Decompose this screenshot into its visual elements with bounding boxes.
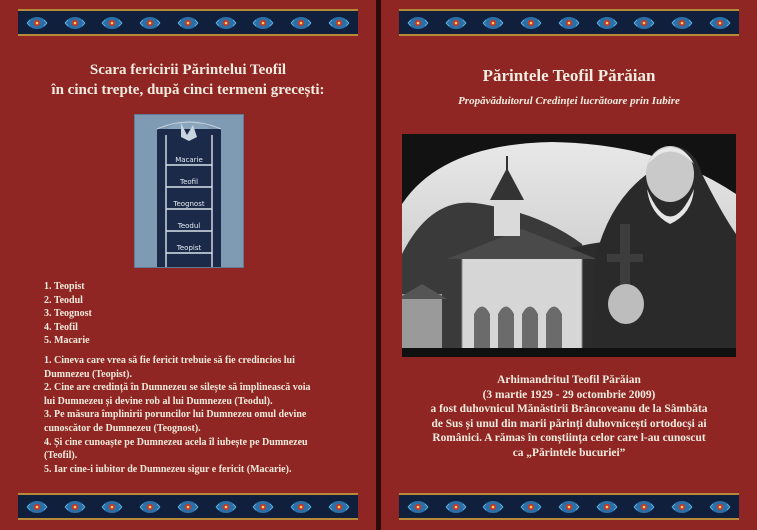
list-item: 1. Teopist xyxy=(44,281,85,292)
floral-ornament-icon xyxy=(407,15,429,31)
floral-ornament-icon xyxy=(482,15,504,31)
floral-ornament-icon xyxy=(290,15,312,31)
ornament-band-bottom xyxy=(399,493,739,520)
floral-ornament-icon xyxy=(558,15,580,31)
caption-line: Românici. A rămas în conștiința celor care l-au cunoscut xyxy=(432,432,706,445)
floral-ornament-icon xyxy=(671,15,693,31)
left-page xyxy=(0,0,376,530)
floral-ornament-icon xyxy=(558,499,580,515)
explanation-line: 4. Și cine cunoaște pe Dumnezeu acela îl iubește pe Dumnezeu xyxy=(44,436,308,448)
floral-ornament-icon xyxy=(407,499,429,515)
floral-ornament-icon xyxy=(215,499,237,515)
list-item: 4. Teofil xyxy=(44,321,78,333)
floral-ornament-icon xyxy=(445,15,467,31)
floral-ornament-icon xyxy=(596,499,618,515)
floral-ornament-icon xyxy=(671,499,693,515)
floral-ornament-icon xyxy=(290,499,312,515)
floral-ornament-icon xyxy=(252,15,274,31)
explanation-line: 1. Cineva care vrea să fie fericit trebuie să fie credincios lui xyxy=(44,355,295,366)
floral-ornament-icon xyxy=(26,499,48,515)
floral-ornament-icon xyxy=(445,499,467,515)
explanation-line: 5. Iar cine-i iubitor de Dumnezeu sigur e fericit (Macarie). xyxy=(44,463,292,475)
explanation-line: lui Dumnezeu și devine rob al lui Dumnezeu (Teodul). xyxy=(44,395,273,407)
floral-ornament-icon xyxy=(520,499,542,515)
floral-ornament-icon xyxy=(596,15,618,31)
caption-line: Arhimandritul Teofil Părăian xyxy=(497,374,641,386)
ladder-step-label: Teopist xyxy=(176,244,202,252)
ladder-step-label: Macarie xyxy=(175,156,203,164)
explanation-line: cunoscător de Dumnezeu (Teognost). xyxy=(44,422,201,434)
floral-ornament-icon xyxy=(633,15,655,31)
explanation-line: 2. Cine are credință în Dumnezeu se silește să împlinească voia xyxy=(44,382,311,394)
ladder-title xyxy=(0,60,376,100)
ladder-list xyxy=(44,280,92,348)
ladder-step-label: Teofil xyxy=(179,178,199,186)
page-subtitle: Propăvăduitorul Credinței lucrătoare prin Iubire xyxy=(458,95,680,107)
floral-ornament-icon xyxy=(482,499,504,515)
ladder-explanation xyxy=(44,354,344,476)
floral-ornament-icon xyxy=(633,499,655,515)
explanation-line: Dumnezeu (Teopist). xyxy=(44,368,132,380)
list-item: 2. Teodul xyxy=(44,294,83,306)
explanation-line: 3. Pe măsura împlinirii poruncilor lui Dumnezeu omul devine xyxy=(44,409,307,421)
floral-ornament-icon xyxy=(215,15,237,31)
page-title: Părintele Teofil Părăian xyxy=(482,66,656,85)
floral-ornament-icon xyxy=(709,499,731,515)
ornament-band-top xyxy=(399,9,739,36)
caption-line: ca „Părintele bucuriei” xyxy=(512,446,626,459)
floral-ornament-icon xyxy=(328,15,350,31)
explanation-line: (Teofil). xyxy=(44,450,78,462)
list-item: 3. Teognost xyxy=(44,308,92,320)
caption-line: de Sus și unul din marii părinți duhovnicești ortodocși ai xyxy=(431,417,707,430)
floral-ornament-icon xyxy=(26,15,48,31)
biography-caption xyxy=(389,373,749,461)
list-item: 5. Macarie xyxy=(44,335,90,347)
floral-ornament-icon xyxy=(177,15,199,31)
monastery-photo xyxy=(402,134,736,357)
floral-ornament-icon xyxy=(177,499,199,515)
caption-line: (3 martie 1929 - 29 octombrie 2009) xyxy=(482,388,656,401)
floral-ornament-icon xyxy=(64,499,86,515)
ladder-step-label: Teodul xyxy=(177,222,201,230)
floral-ornament-icon xyxy=(139,499,161,515)
ornament-band-top xyxy=(18,9,358,36)
ladder-step-label: Teognost xyxy=(173,200,205,208)
ornament-band-bottom xyxy=(18,493,358,520)
floral-ornament-icon xyxy=(709,15,731,31)
ladder-title-line2: în cinci trepte, după cinci termeni grecești: xyxy=(51,82,325,98)
floral-ornament-icon xyxy=(101,15,123,31)
floral-ornament-icon xyxy=(64,15,86,31)
floral-ornament-icon xyxy=(101,499,123,515)
floral-ornament-icon xyxy=(252,499,274,515)
floral-ornament-icon xyxy=(139,15,161,31)
floral-ornament-icon xyxy=(328,499,350,515)
ladder-title-line1: Scara fericirii Părintelui Teofil xyxy=(89,62,287,78)
floral-ornament-icon xyxy=(520,15,542,31)
right-page xyxy=(381,0,757,530)
caption-line: a fost duhovnicul Mănăstirii Brâncoveanu de la Sâmbăta xyxy=(430,403,708,416)
ladder-illustration xyxy=(134,114,244,268)
